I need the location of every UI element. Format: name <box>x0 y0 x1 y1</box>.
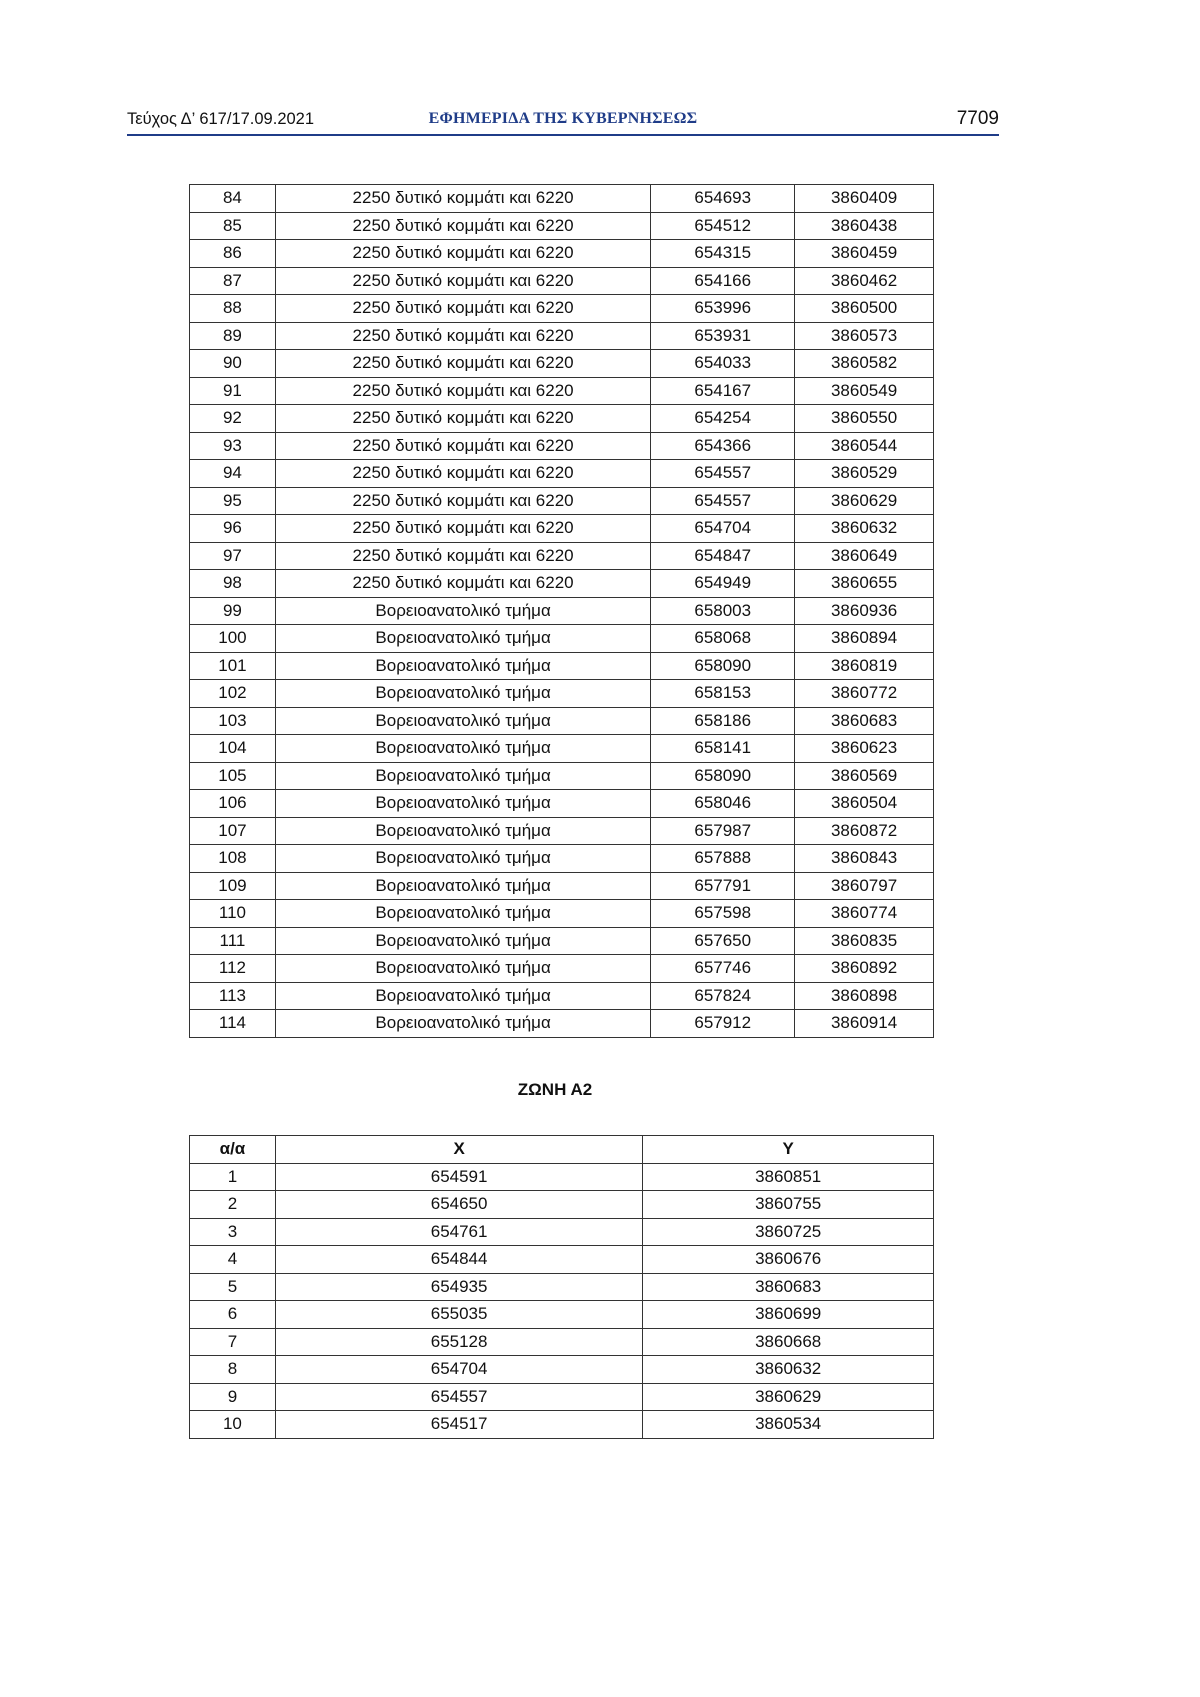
table-row <box>190 185 934 213</box>
cell-x: 657987 <box>651 817 795 845</box>
table-row <box>190 542 934 570</box>
cell-x: 653931 <box>651 322 795 350</box>
cell-x: 655035 <box>275 1301 642 1329</box>
cell-index: 106 <box>190 790 276 818</box>
table-row <box>190 212 934 240</box>
cell-y: 3860462 <box>795 267 934 295</box>
cell-index: 3 <box>190 1218 276 1246</box>
cell-index: 94 <box>190 460 276 488</box>
cell-y: 3860772 <box>795 680 934 708</box>
cell-y: 3860668 <box>643 1328 934 1356</box>
cell-index: 100 <box>190 625 276 653</box>
table-row <box>190 1411 934 1439</box>
cell-y: 3860655 <box>795 570 934 598</box>
cell-area: Βορειοανατολικό τμήμα <box>275 955 650 983</box>
cell-y: 3860755 <box>643 1191 934 1219</box>
table-row <box>190 872 934 900</box>
cell-area: 2250 δυτικό κομμάτι και 6220 <box>275 487 650 515</box>
cell-index: 85 <box>190 212 276 240</box>
cell-index: 99 <box>190 597 276 625</box>
issue-label: Τεύχος Δ’ 617/17.09.2021 <box>127 110 315 128</box>
table-row <box>190 460 934 488</box>
table-row <box>190 295 934 323</box>
cell-x: 654315 <box>651 240 795 268</box>
cell-index: 102 <box>190 680 276 708</box>
cell-index: 93 <box>190 432 276 460</box>
cell-y: 3860936 <box>795 597 934 625</box>
cell-x: 654847 <box>651 542 795 570</box>
table-row <box>190 1356 934 1384</box>
cell-index: 84 <box>190 185 276 213</box>
cell-index: 9 <box>190 1383 276 1411</box>
cell-area: Βορειοανατολικό τμήμα <box>275 652 650 680</box>
table-row <box>190 377 934 405</box>
table-row <box>190 652 934 680</box>
cell-x: 654761 <box>275 1218 642 1246</box>
cell-y: 3860649 <box>795 542 934 570</box>
cell-y: 3860683 <box>795 707 934 735</box>
cell-y: 3860892 <box>795 955 934 983</box>
cell-x: 658090 <box>651 762 795 790</box>
cell-x: 653996 <box>651 295 795 323</box>
cell-x: 654366 <box>651 432 795 460</box>
cell-area: Βορειοανατολικό τμήμα <box>275 1010 650 1038</box>
table-row <box>190 625 934 653</box>
table-row <box>190 597 934 625</box>
header-cell-x: Χ <box>275 1136 642 1164</box>
cell-x: 658141 <box>651 735 795 763</box>
cell-x: 654033 <box>651 350 795 378</box>
cell-area: Βορειοανατολικό τμήμα <box>275 597 650 625</box>
table-row <box>190 1010 934 1038</box>
cell-area: 2250 δυτικό κομμάτι και 6220 <box>275 350 650 378</box>
gazette-title: ΕΦΗΜΕΡΙΔΑ ΤΗΣ ΚΥΒΕΡΝΗΣΕΩΣ <box>428 110 698 127</box>
cell-y: 3860774 <box>795 900 934 928</box>
table-row <box>190 845 934 873</box>
cell-y: 3860914 <box>795 1010 934 1038</box>
table-row <box>190 267 934 295</box>
cell-index: 6 <box>190 1301 276 1329</box>
table-header-row <box>190 1136 934 1164</box>
cell-x: 657598 <box>651 900 795 928</box>
zone-title: ΖΩΝΗ Α2 <box>517 1080 593 1099</box>
table-row <box>190 1301 934 1329</box>
cell-y: 3860629 <box>643 1383 934 1411</box>
cell-x: 658186 <box>651 707 795 735</box>
cell-index: 2 <box>190 1191 276 1219</box>
cell-x: 654650 <box>275 1191 642 1219</box>
cell-y: 3860569 <box>795 762 934 790</box>
table-row <box>190 1246 934 1274</box>
table-row <box>190 1383 934 1411</box>
cell-area: Βορειοανατολικό τμήμα <box>275 845 650 873</box>
cell-y: 3860819 <box>795 652 934 680</box>
cell-index: 113 <box>190 982 276 1010</box>
cell-index: 7 <box>190 1328 276 1356</box>
table-row <box>190 1163 934 1191</box>
cell-x: 654949 <box>651 570 795 598</box>
cell-x: 658068 <box>651 625 795 653</box>
cell-y: 3860550 <box>795 405 934 433</box>
table-row <box>190 982 934 1010</box>
table-row <box>190 1191 934 1219</box>
cell-y: 3860504 <box>795 790 934 818</box>
cell-area: 2250 δυτικό κομμάτι και 6220 <box>275 267 650 295</box>
cell-x: 657888 <box>651 845 795 873</box>
cell-index: 105 <box>190 762 276 790</box>
table-row <box>190 817 934 845</box>
cell-area: 2250 δυτικό κομμάτι και 6220 <box>275 240 650 268</box>
header-cell-index: α/α <box>190 1136 276 1164</box>
coordinates-table-a1-body <box>190 185 934 1038</box>
cell-index: 111 <box>190 927 276 955</box>
header-cell-y: Υ <box>643 1136 934 1164</box>
cell-index: 97 <box>190 542 276 570</box>
table-row <box>190 570 934 598</box>
table-row <box>190 762 934 790</box>
table-row <box>190 927 934 955</box>
cell-index: 110 <box>190 900 276 928</box>
cell-x: 657791 <box>651 872 795 900</box>
table-row <box>190 487 934 515</box>
coordinates-table-a2-body <box>190 1163 934 1438</box>
cell-area: 2250 δυτικό κομμάτι και 6220 <box>275 212 650 240</box>
cell-area: Βορειοανατολικό τμήμα <box>275 762 650 790</box>
table-row <box>190 405 934 433</box>
cell-x: 654704 <box>275 1356 642 1384</box>
cell-y: 3860851 <box>643 1163 934 1191</box>
cell-x: 654591 <box>275 1163 642 1191</box>
cell-area: Βορειοανατολικό τμήμα <box>275 817 650 845</box>
cell-index: 114 <box>190 1010 276 1038</box>
cell-y: 3860582 <box>795 350 934 378</box>
cell-index: 8 <box>190 1356 276 1384</box>
cell-area: Βορειοανατολικό τμήμα <box>275 872 650 900</box>
cell-area: 2250 δυτικό κομμάτι και 6220 <box>275 295 650 323</box>
cell-y: 3860835 <box>795 927 934 955</box>
cell-area: 2250 δυτικό κομμάτι και 6220 <box>275 432 650 460</box>
table-row <box>190 432 934 460</box>
cell-y: 3860725 <box>643 1218 934 1246</box>
cell-area: 2250 δυτικό κομμάτι και 6220 <box>275 570 650 598</box>
cell-area: 2250 δυτικό κομμάτι και 6220 <box>275 377 650 405</box>
cell-index: 4 <box>190 1246 276 1274</box>
cell-x: 654693 <box>651 185 795 213</box>
cell-area: 2250 δυτικό κομμάτι και 6220 <box>275 515 650 543</box>
cell-index: 90 <box>190 350 276 378</box>
table-row <box>190 1273 934 1301</box>
cell-y: 3860843 <box>795 845 934 873</box>
cell-y: 3860797 <box>795 872 934 900</box>
page-number: 7709 <box>956 108 999 129</box>
cell-x: 654557 <box>651 487 795 515</box>
table-row <box>190 955 934 983</box>
table-row <box>190 900 934 928</box>
cell-index: 98 <box>190 570 276 598</box>
cell-area: Βορειοανατολικό τμήμα <box>275 680 650 708</box>
cell-area: 2250 δυτικό κομμάτι και 6220 <box>275 405 650 433</box>
cell-index: 112 <box>190 955 276 983</box>
cell-index: 95 <box>190 487 276 515</box>
cell-area: 2250 δυτικό κομμάτι και 6220 <box>275 322 650 350</box>
cell-y: 3860500 <box>795 295 934 323</box>
cell-x: 657650 <box>651 927 795 955</box>
cell-x: 654844 <box>275 1246 642 1274</box>
cell-index: 91 <box>190 377 276 405</box>
cell-area: 2250 δυτικό κομμάτι και 6220 <box>275 460 650 488</box>
cell-area: Βορειοανατολικό τμήμα <box>275 790 650 818</box>
cell-y: 3860872 <box>795 817 934 845</box>
cell-area: Βορειοανατολικό τμήμα <box>275 625 650 653</box>
cell-index: 5 <box>190 1273 276 1301</box>
cell-x: 654704 <box>651 515 795 543</box>
cell-area: Βορειοανατολικό τμήμα <box>275 982 650 1010</box>
cell-index: 10 <box>190 1411 276 1439</box>
cell-area: Βορειοανατολικό τμήμα <box>275 927 650 955</box>
cell-y: 3860632 <box>643 1356 934 1384</box>
cell-x: 654167 <box>651 377 795 405</box>
table-row <box>190 707 934 735</box>
coordinates-table-a2 <box>189 1135 934 1439</box>
cell-x: 657746 <box>651 955 795 983</box>
cell-x: 654557 <box>651 460 795 488</box>
cell-index: 108 <box>190 845 276 873</box>
table-row <box>190 515 934 543</box>
cell-index: 104 <box>190 735 276 763</box>
cell-x: 654512 <box>651 212 795 240</box>
cell-x: 654557 <box>275 1383 642 1411</box>
cell-y: 3860629 <box>795 487 934 515</box>
cell-index: 88 <box>190 295 276 323</box>
cell-area: 2250 δυτικό κομμάτι και 6220 <box>275 542 650 570</box>
cell-y: 3860683 <box>643 1273 934 1301</box>
cell-y: 3860573 <box>795 322 934 350</box>
cell-y: 3860459 <box>795 240 934 268</box>
cell-index: 96 <box>190 515 276 543</box>
cell-y: 3860632 <box>795 515 934 543</box>
table-row <box>190 240 934 268</box>
table-row <box>190 322 934 350</box>
table-row <box>190 680 934 708</box>
cell-index: 89 <box>190 322 276 350</box>
cell-x: 654517 <box>275 1411 642 1439</box>
cell-area: Βορειοανατολικό τμήμα <box>275 707 650 735</box>
cell-index: 86 <box>190 240 276 268</box>
cell-y: 3860623 <box>795 735 934 763</box>
cell-index: 109 <box>190 872 276 900</box>
cell-area: 2250 δυτικό κομμάτι και 6220 <box>275 185 650 213</box>
table-row <box>190 350 934 378</box>
table-row <box>190 1218 934 1246</box>
cell-y: 3860549 <box>795 377 934 405</box>
cell-y: 3860898 <box>795 982 934 1010</box>
cell-area: Βορειοανατολικό τμήμα <box>275 735 650 763</box>
cell-y: 3860409 <box>795 185 934 213</box>
cell-x: 654935 <box>275 1273 642 1301</box>
cell-x: 654254 <box>651 405 795 433</box>
cell-x: 658153 <box>651 680 795 708</box>
cell-x: 654166 <box>651 267 795 295</box>
cell-y: 3860534 <box>643 1411 934 1439</box>
cell-y: 3860894 <box>795 625 934 653</box>
cell-index: 1 <box>190 1163 276 1191</box>
cell-x: 657824 <box>651 982 795 1010</box>
cell-index: 103 <box>190 707 276 735</box>
cell-y: 3860699 <box>643 1301 934 1329</box>
cell-index: 101 <box>190 652 276 680</box>
table-row <box>190 790 934 818</box>
cell-x: 658046 <box>651 790 795 818</box>
cell-x: 658003 <box>651 597 795 625</box>
cell-y: 3860529 <box>795 460 934 488</box>
cell-x: 655128 <box>275 1328 642 1356</box>
cell-y: 3860544 <box>795 432 934 460</box>
cell-index: 87 <box>190 267 276 295</box>
cell-area: Βορειοανατολικό τμήμα <box>275 900 650 928</box>
cell-index: 92 <box>190 405 276 433</box>
table-row <box>190 1328 934 1356</box>
coordinates-table-a1 <box>189 184 934 1038</box>
cell-x: 658090 <box>651 652 795 680</box>
cell-index: 107 <box>190 817 276 845</box>
cell-y: 3860438 <box>795 212 934 240</box>
cell-x: 657912 <box>651 1010 795 1038</box>
page-header <box>127 108 999 136</box>
cell-y: 3860676 <box>643 1246 934 1274</box>
table-row <box>190 735 934 763</box>
